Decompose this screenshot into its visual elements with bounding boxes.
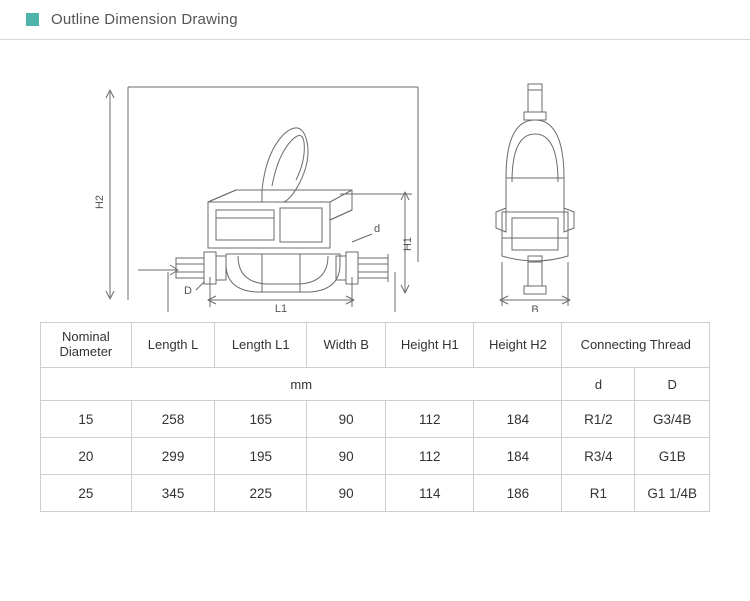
cell-length-l: 345 [131,475,215,512]
table-row [41,438,710,475]
cell-height-h1: 112 [386,401,474,438]
outline-dimension-drawing [0,42,750,312]
drawing-svg [0,42,750,312]
label-h1: H1 [402,236,414,252]
table-row [41,401,710,438]
table-unit-row [41,368,710,401]
cell-height-h2: 184 [474,438,562,475]
cell-height-h1: 114 [386,475,474,512]
cell-thread-d: R1/2 [562,401,635,438]
col-header-height-h2: Height H2 [474,323,562,368]
label-b: B [531,304,539,312]
table-row [41,475,710,512]
cell-thread-D: G1 1/4B [635,475,710,512]
cell-height-h2: 186 [474,475,562,512]
table-header-row [41,323,710,368]
cell-height-h2: 184 [474,401,562,438]
cell-nominal-diameter: 25 [41,475,132,512]
label-h2: H2 [94,194,106,210]
cell-length-l1: 165 [215,401,307,438]
section-header [0,0,750,40]
cell-thread-D: G3/4B [635,401,710,438]
cell-width-b: 90 [307,438,386,475]
col-header-length-l1: Length L1 [215,323,307,368]
col-header-connecting-thread: Connecting Thread [562,323,710,368]
col-header-height-h1: Height H1 [386,323,474,368]
col-header-nominal-diameter [41,323,132,368]
cell-length-l: 299 [131,438,215,475]
col-header-length-l: Length L [131,323,215,368]
dimension-table-wrapper [40,322,710,512]
nominal-diameter-line2: Diameter [59,344,113,359]
cell-length-l1: 195 [215,438,307,475]
page-title: Outline Dimension Drawing [51,11,238,28]
cell-nominal-diameter: 15 [41,401,132,438]
unit-thread-D-cell: D [635,368,710,401]
dimension-table [40,322,710,512]
header-marker-icon [26,13,39,26]
cell-width-b: 90 [307,475,386,512]
cell-length-l1: 225 [215,475,307,512]
nominal-diameter-line1: Nominal [62,329,110,345]
col-header-width-b: Width B [307,323,386,368]
unit-mm-cell: mm [41,368,562,401]
cell-length-l: 258 [131,401,215,438]
label-d-big: D [184,285,192,297]
label-d-small: d [374,223,381,235]
cell-height-h1: 112 [386,438,474,475]
cell-thread-D: G1B [635,438,710,475]
cell-thread-d: R1 [562,475,635,512]
cell-thread-d: R3/4 [562,438,635,475]
unit-thread-d-cell: d [562,368,635,401]
cell-width-b: 90 [307,401,386,438]
cell-nominal-diameter: 20 [41,438,132,475]
label-l1: L1 [274,303,288,312]
